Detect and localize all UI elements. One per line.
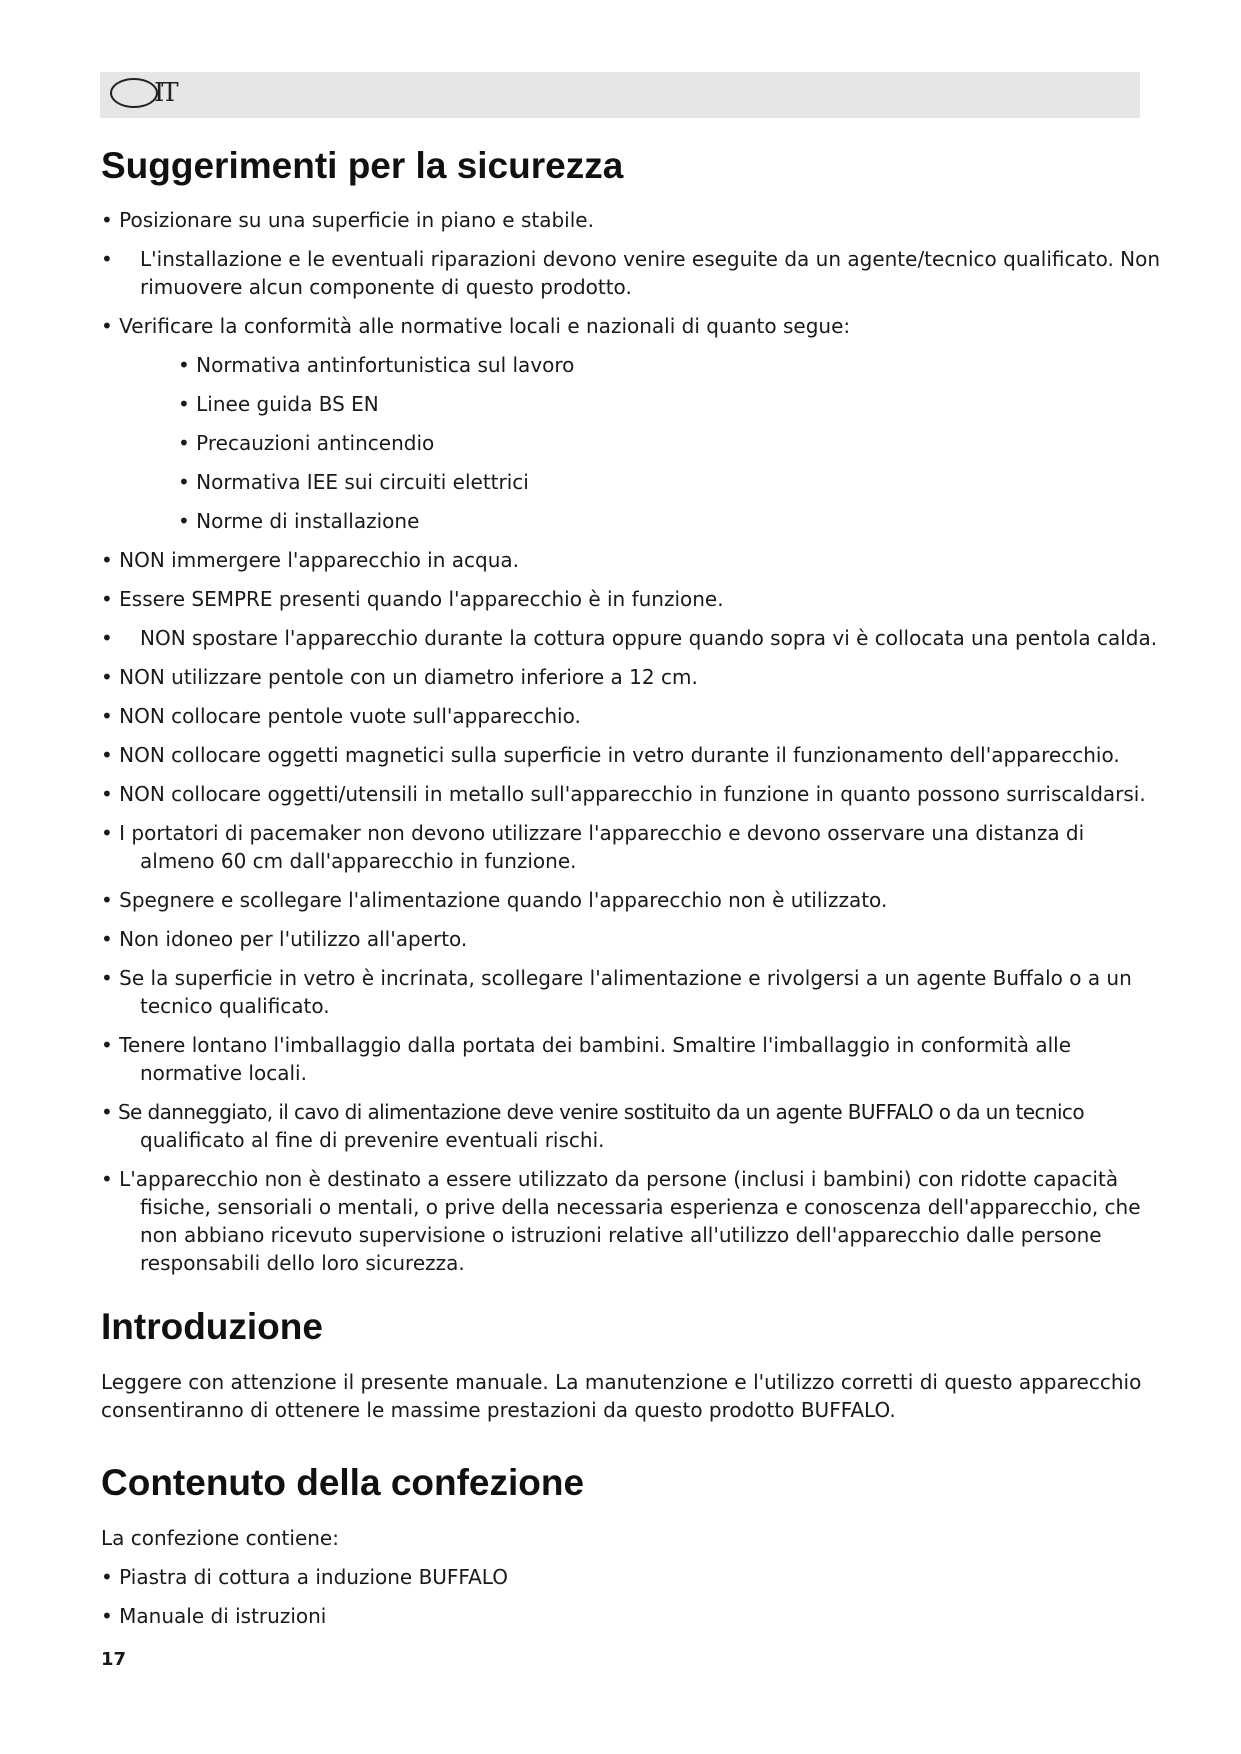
safety-item-continuation: rimuovere alcun componente di questo prodotto. — [140, 275, 632, 299]
safety-item: • L'apparecchio non è destinato a essere utilizzato da persone (inclusi i bambini) con ridotte capacità — [101, 1167, 1119, 1191]
safety-item: • Posizionare su una superficie in piano e stabile. — [101, 208, 594, 232]
safety-item: • I portatori di pacemaker non devono utilizzare l'apparecchio e devono osservare una distanza di — [101, 821, 1085, 845]
safety-item: NON spostare l'apparecchio durante la cottura oppure quando sopra vi è collocata una pentola calda. — [140, 626, 1158, 650]
safety-item-bullet: • — [101, 247, 113, 271]
safety-item: • Tenere lontano l'imballaggio dalla portata dei bambini. Smaltire l'imballaggio in conformità alle — [101, 1033, 1072, 1057]
contents-item: • Piastra di cottura a induzione BUFFALO — [101, 1565, 508, 1589]
contents-lead: La confezione contiene: — [101, 1526, 339, 1550]
safety-item: • Non idoneo per l'utilizzo all'aperto. — [101, 927, 468, 951]
contents-title: Contenuto della confezione — [101, 1462, 585, 1503]
safety-item-continuation: responsabili dello loro sicurezza. — [140, 1251, 465, 1275]
safety-item: • Verificare la conformità alle normative locali e nazionali di quanto segue: — [101, 314, 851, 338]
contents-item: • Manuale di istruzioni — [101, 1604, 327, 1628]
safety-item-continuation: qualificato al fine di prevenire eventuali rischi. — [140, 1128, 605, 1152]
safety-item-continuation: almeno 60 cm dall'apparecchio in funzione. — [140, 849, 577, 873]
safety-subitem: • Normativa antinfortunistica sul lavoro — [178, 353, 575, 377]
safety-item: • NON collocare oggetti/utensili in metallo sull'apparecchio in funzione in quanto possono surriscaldarsi. — [101, 782, 1146, 806]
safety-item: • Se danneggiato, il cavo di alimentazione deve venire sostituito da un agente BUFFALO o da un tecnico — [101, 1100, 1084, 1124]
safety-item: • NON collocare pentole vuote sull'apparecchio. — [101, 704, 581, 728]
safety-subitem: • Normativa IEE sui circuiti elettrici — [178, 470, 529, 494]
language-oval-icon — [110, 78, 158, 108]
language-header-bar — [100, 72, 1140, 118]
intro-title: Introduzione — [101, 1306, 323, 1347]
safety-title: Suggerimenti per la sicurezza — [101, 145, 624, 186]
safety-subitem: • Norme di installazione — [178, 509, 420, 533]
safety-subitem: • Linee guida BS EN — [178, 392, 379, 416]
safety-item-continuation: fisiche, sensoriali o mentali, o prive della necessaria esperienza e conoscenza dell'apparecchio, che — [140, 1195, 1141, 1219]
language-code: IT — [154, 78, 176, 108]
safety-item: • Essere SEMPRE presenti quando l'apparecchio è in funzione. — [101, 587, 724, 611]
page-number: 17 — [101, 1649, 127, 1670]
safety-item: • NON immergere l'apparecchio in acqua. — [101, 548, 520, 572]
safety-item: • Spegnere e scollegare l'alimentazione quando l'apparecchio non è utilizzato. — [101, 888, 888, 912]
safety-item: • Se la superficie in vetro è incrinata, scollegare l'alimentazione e rivolgersi a un agente Buffalo o a un — [101, 966, 1132, 990]
safety-item-continuation: normative locali. — [140, 1061, 307, 1085]
safety-item: • NON collocare oggetti magnetici sulla superficie in vetro durante il funzionamento dell'apparecchio. — [101, 743, 1120, 767]
intro-paragraph: consentiranno di ottenere le massime prestazioni da questo prodotto BUFFALO. — [101, 1398, 896, 1422]
safety-item: • NON utilizzare pentole con un diametro inferiore a 12 cm. — [101, 665, 698, 689]
safety-item: L'installazione e le eventuali riparazioni devono venire eseguite da un agente/tecnico qualificato. Non — [140, 247, 1161, 271]
safety-subitem: • Precauzioni antincendio — [178, 431, 435, 455]
safety-item-continuation: tecnico qualificato. — [140, 994, 330, 1018]
safety-item-bullet: • — [101, 626, 113, 650]
intro-paragraph: Leggere con attenzione il presente manuale. La manutenzione e l'utilizzo corretti di questo apparecchio — [101, 1370, 1142, 1394]
safety-item-continuation: non abbiano ricevuto supervisione o istruzioni relative all'utilizzo dell'apparecchio dalle persone — [140, 1223, 1102, 1247]
